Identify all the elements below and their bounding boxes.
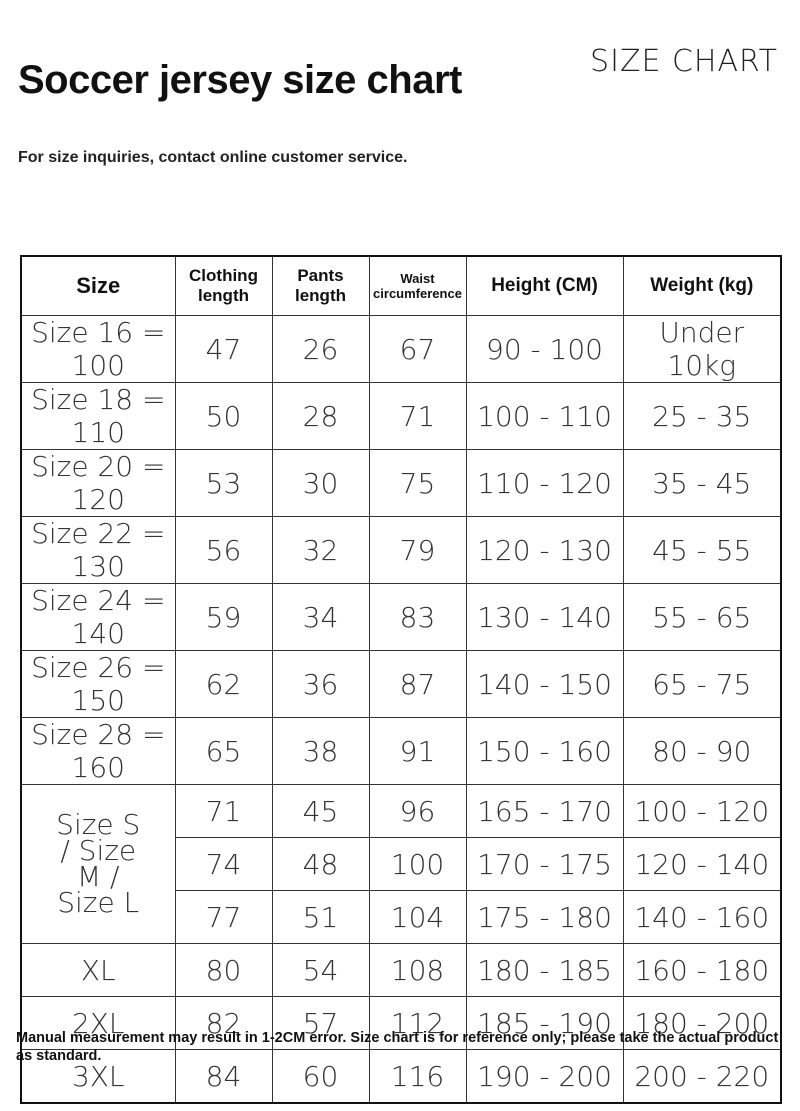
row-clothing-length: 56 [175,517,272,584]
table-row [21,316,781,383]
row-size: Size 24 = 140 [21,584,175,651]
row-size: Size 18 = 110 [21,383,175,450]
size-sml-line1: Size S [56,808,141,841]
row-height: 120 - 130 [466,517,623,584]
table-row [21,383,781,450]
row-weight: 160 - 180 [623,944,781,997]
row-size: 3XL [21,1050,175,1104]
size-chart-table [20,255,782,1104]
header-pants-length [272,256,369,316]
row-size-s-m-l [21,785,175,944]
row-clothing-length: 50 [175,383,272,450]
header-pants-line2: length [295,286,346,305]
row-waist: 112 [369,997,466,1050]
row-height: 175 - 180 [466,891,623,944]
header-height: Height (CM) [466,256,623,316]
row-size: Size 26 = 150 [21,651,175,718]
row-height: 100 - 110 [466,383,623,450]
row-pants-length: 36 [272,651,369,718]
row-clothing-length: 80 [175,944,272,997]
row-weight: 100 - 120 [623,785,781,838]
row-weight: Under 10kg [623,316,781,383]
page-title: Soccer jersey size chart [18,58,462,102]
row-pants-length: 30 [272,450,369,517]
row-clothing-length: 65 [175,718,272,785]
row-waist: 108 [369,944,466,997]
header-clothing-line1: Clothing [189,266,258,285]
row-size: Size 28 = 160 [21,718,175,785]
row-clothing-length: 74 [175,838,272,891]
row-height: 165 - 170 [466,785,623,838]
row-pants-length: 26 [272,316,369,383]
row-weight: 65 - 75 [623,651,781,718]
row-pants-length: 60 [272,1050,369,1104]
row-clothing-length: 47 [175,316,272,383]
row-clothing-length: 53 [175,450,272,517]
row-pants-length: 34 [272,584,369,651]
row-waist: 83 [369,584,466,651]
row-weight: 200 - 220 [623,1050,781,1104]
row-waist: 67 [369,316,466,383]
row-height: 170 - 175 [466,838,623,891]
row-pants-length: 32 [272,517,369,584]
row-height: 190 - 200 [466,1050,623,1104]
brand-label: SIZE CHART [590,44,778,79]
table-row [21,584,781,651]
row-pants-length: 38 [272,718,369,785]
row-clothing-length: 62 [175,651,272,718]
row-waist: 75 [369,450,466,517]
header-clothing-length [175,256,272,316]
size-sml-line4: Size L [57,886,140,919]
table-row [21,944,781,997]
row-height: 185 - 190 [466,997,623,1050]
header-weight: Weight (kg) [623,256,781,316]
row-clothing-length: 84 [175,1050,272,1104]
row-waist: 71 [369,383,466,450]
row-pants-length: 54 [272,944,369,997]
row-pants-length: 57 [272,997,369,1050]
page-subtitle: For size inquiries, contact online customer service. [18,149,408,166]
row-height: 110 - 120 [466,450,623,517]
row-weight: 140 - 160 [623,891,781,944]
row-clothing-length: 82 [175,997,272,1050]
table-row [21,450,781,517]
row-waist: 91 [369,718,466,785]
row-pants-length: 48 [272,838,369,891]
row-pants-length: 45 [272,785,369,838]
row-size: 2XL [21,997,175,1050]
header-pants-line1: Pants [297,266,344,285]
row-waist: 104 [369,891,466,944]
disclaimer-note: Manual measurement may result in 1-2CM error. Size chart is for reference only; please take the actual product as standard. [16,1030,779,1064]
table-row [21,651,781,718]
row-clothing-length: 71 [175,785,272,838]
row-waist: 96 [369,785,466,838]
row-clothing-length: 59 [175,584,272,651]
row-size: Size 20 = 120 [21,450,175,517]
row-size: Size 16 = 100 [21,316,175,383]
size-sml-line2: / Size [60,834,137,867]
row-pants-length: 51 [272,891,369,944]
row-weight: 120 - 140 [623,838,781,891]
table-row [21,785,781,838]
row-weight: 45 - 55 [623,517,781,584]
row-size: Size 22 = 130 [21,517,175,584]
size-sml-line3: M / [77,860,120,893]
header-waist-line1: Waist [400,271,435,286]
row-height: 90 - 100 [466,316,623,383]
row-pants-length: 28 [272,383,369,450]
row-height: 140 - 150 [466,651,623,718]
table-row [21,517,781,584]
header-waist-line2: circumference [373,286,462,301]
header-size: Size [21,256,175,316]
row-weight: 35 - 45 [623,450,781,517]
row-waist: 79 [369,517,466,584]
header-clothing-line2: length [198,286,249,305]
row-height: 130 - 140 [466,584,623,651]
row-waist: 116 [369,1050,466,1104]
row-size: XL [21,944,175,997]
row-height: 150 - 160 [466,718,623,785]
row-waist: 100 [369,838,466,891]
row-waist: 87 [369,651,466,718]
row-weight: 180 - 200 [623,997,781,1050]
row-height: 180 - 185 [466,944,623,997]
row-weight: 55 - 65 [623,584,781,651]
row-weight: 80 - 90 [623,718,781,785]
table-header-row [21,256,781,316]
table-row [21,718,781,785]
header-waist-circumference [369,256,466,316]
row-weight: 25 - 35 [623,383,781,450]
row-clothing-length: 77 [175,891,272,944]
